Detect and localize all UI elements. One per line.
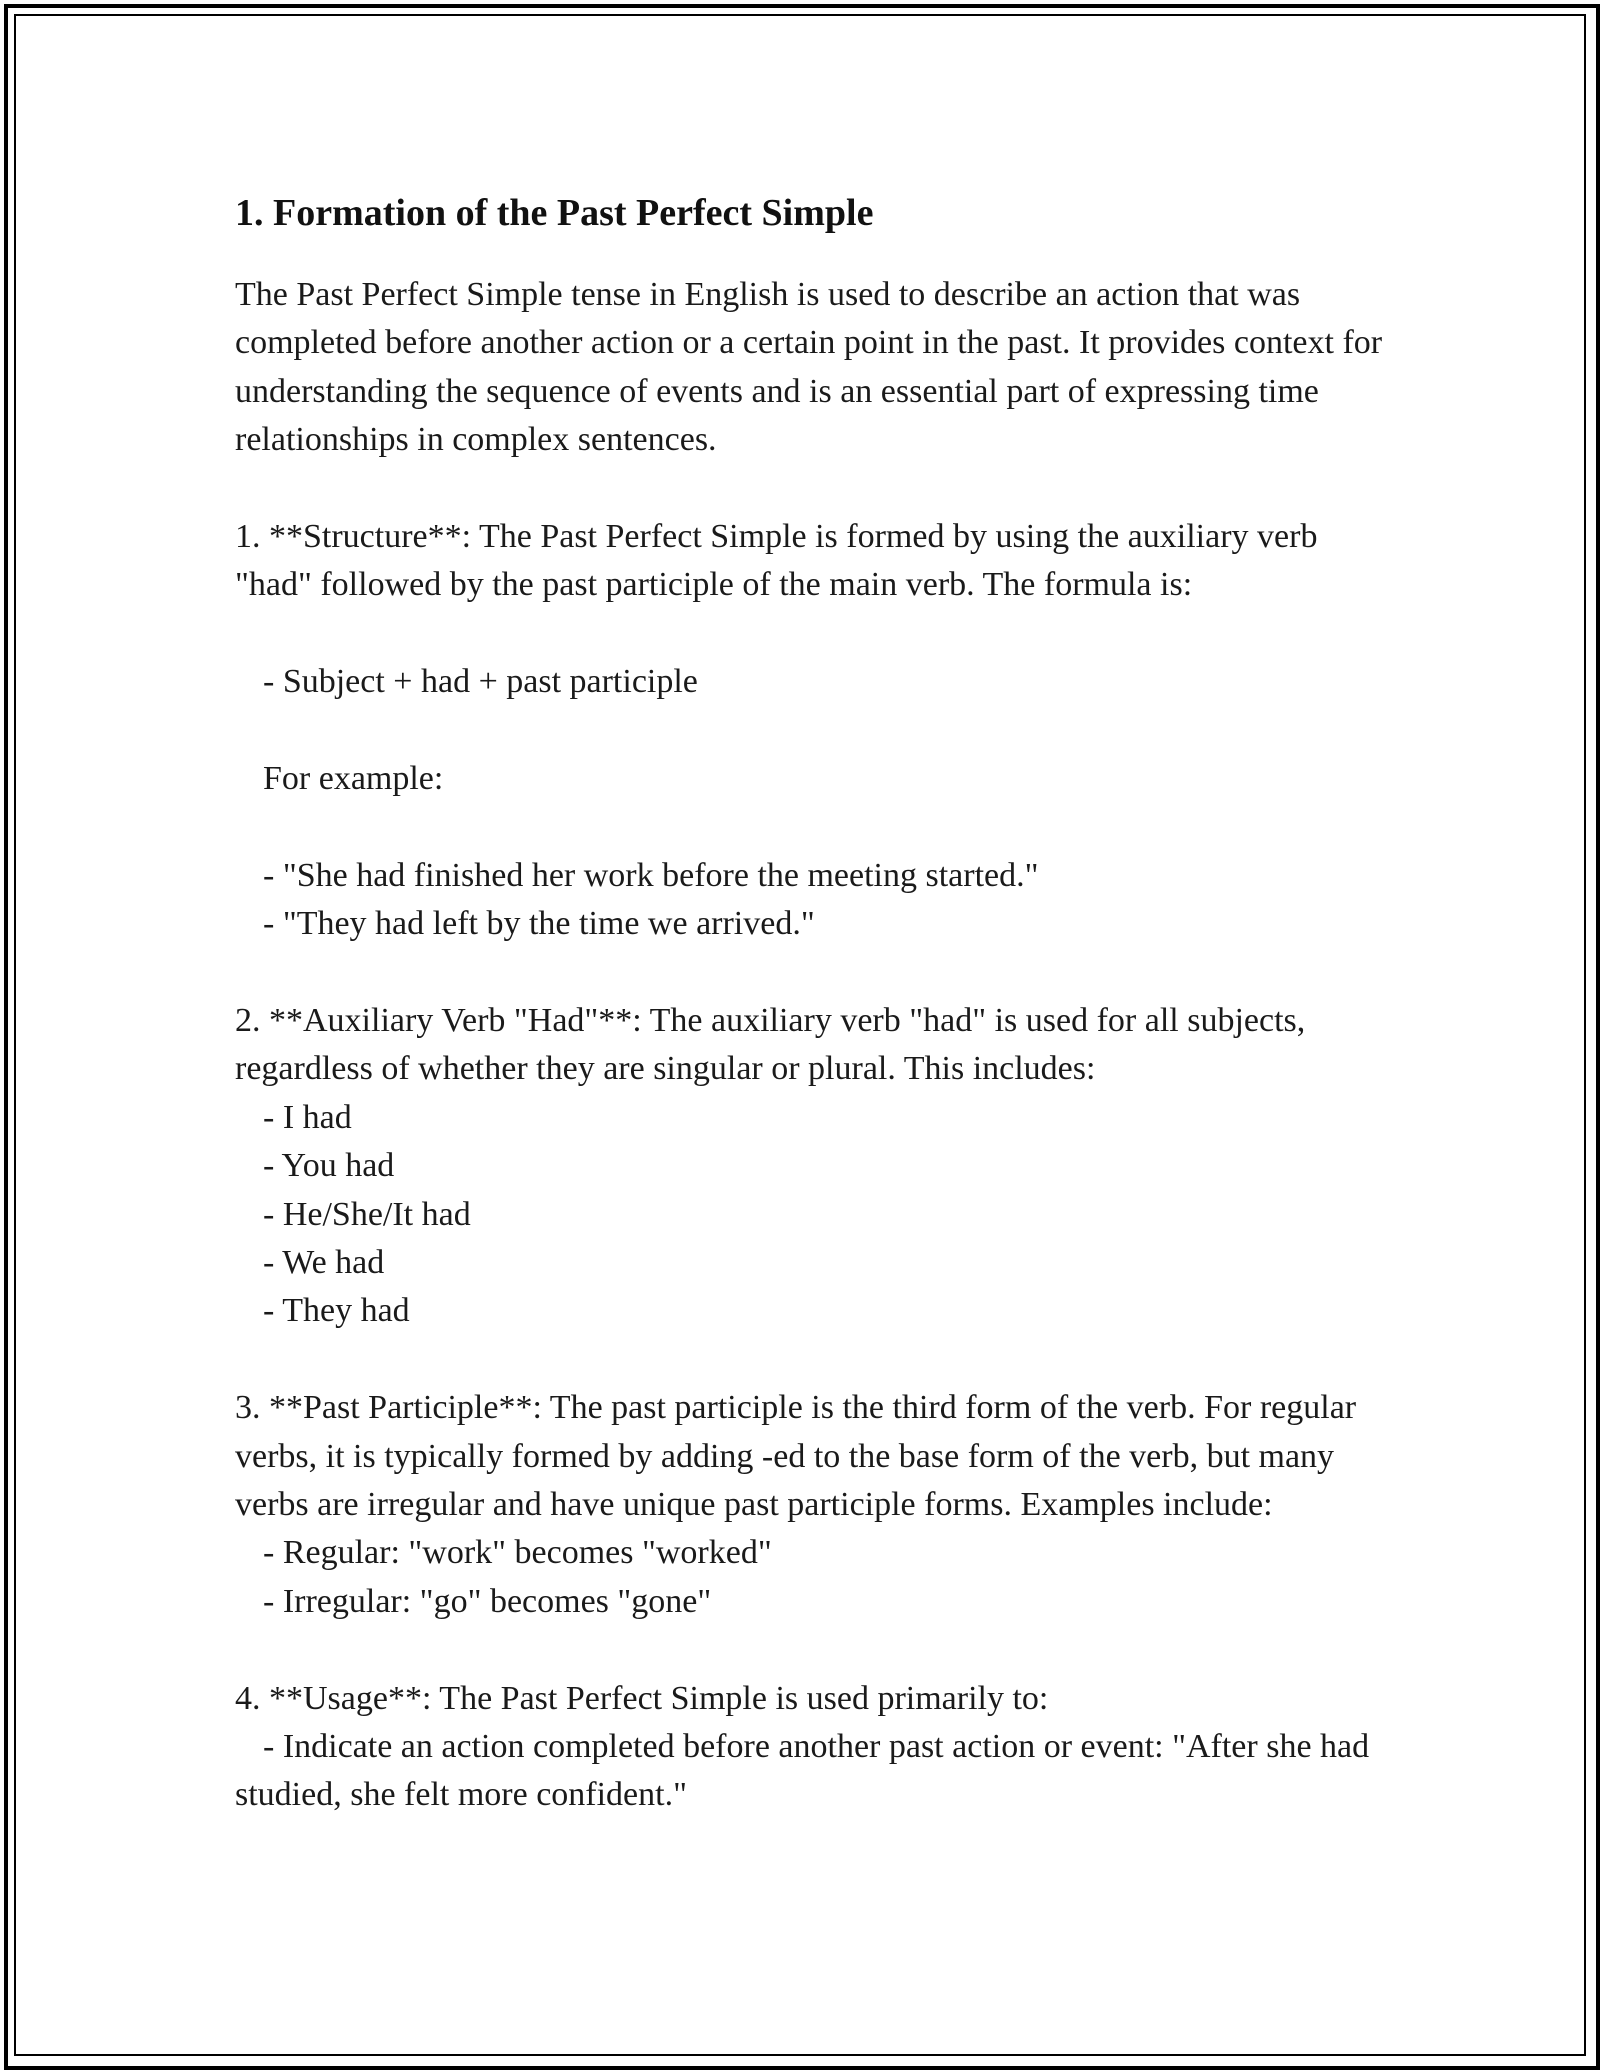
- example-item: - "She had finished her work before the meeting started.": [263, 856, 1039, 894]
- list-item: - We had: [263, 1244, 385, 1282]
- example-item: - "They had left by the time we arrived.": [263, 905, 815, 943]
- list-item: - You had: [263, 1147, 395, 1185]
- list-item: - He/She/It had: [263, 1195, 471, 1233]
- section-heading: 1. Formation of the Past Perfect Simple: [235, 192, 874, 234]
- list-item: - Irregular: "go" becomes "gone": [263, 1582, 712, 1620]
- example-label: For example:: [263, 760, 444, 798]
- intro-paragraph: The Past Perfect Simple tense in English is used to describe an action that was completed before another action or a certain point in the past. It provides context for understanding the sequence of events and is an essential part of expressing time relationships in complex sentences.: [235, 276, 1391, 459]
- document-body: [235, 188, 1391, 1820]
- usage-item-text: - Indicate an action completed before another past action or event: "After she had studied, she felt more confident.": [235, 1728, 1378, 1814]
- usage-item: [235, 1723, 1385, 1820]
- list-item: - I had: [263, 1098, 352, 1136]
- formula-line: - Subject + had + past participle: [263, 663, 698, 701]
- list-item: - They had: [263, 1292, 410, 1330]
- structure-paragraph: 1. **Structure**: The Past Perfect Simple is formed by using the auxiliary verb "had" followed by the past participle of the main verb. The formula is:: [235, 518, 1326, 604]
- usage-paragraph: 4. **Usage**: The Past Perfect Simple is used primarily to:: [235, 1679, 1049, 1717]
- auxiliary-paragraph: 2. **Auxiliary Verb "Had"**: The auxiliary verb "had" is used for all subjects, regardless of whether they are singular or plural. This includes:: [235, 1002, 1314, 1088]
- participle-paragraph: 3. **Past Participle**: The past participle is the third form of the verb. For regular verbs, it is typically formed by adding -ed to the base form of the verb, but many verbs are irregular and have unique past participle forms. Examples include:: [235, 1389, 1365, 1524]
- list-item: - Regular: "work" becomes "worked": [263, 1534, 772, 1572]
